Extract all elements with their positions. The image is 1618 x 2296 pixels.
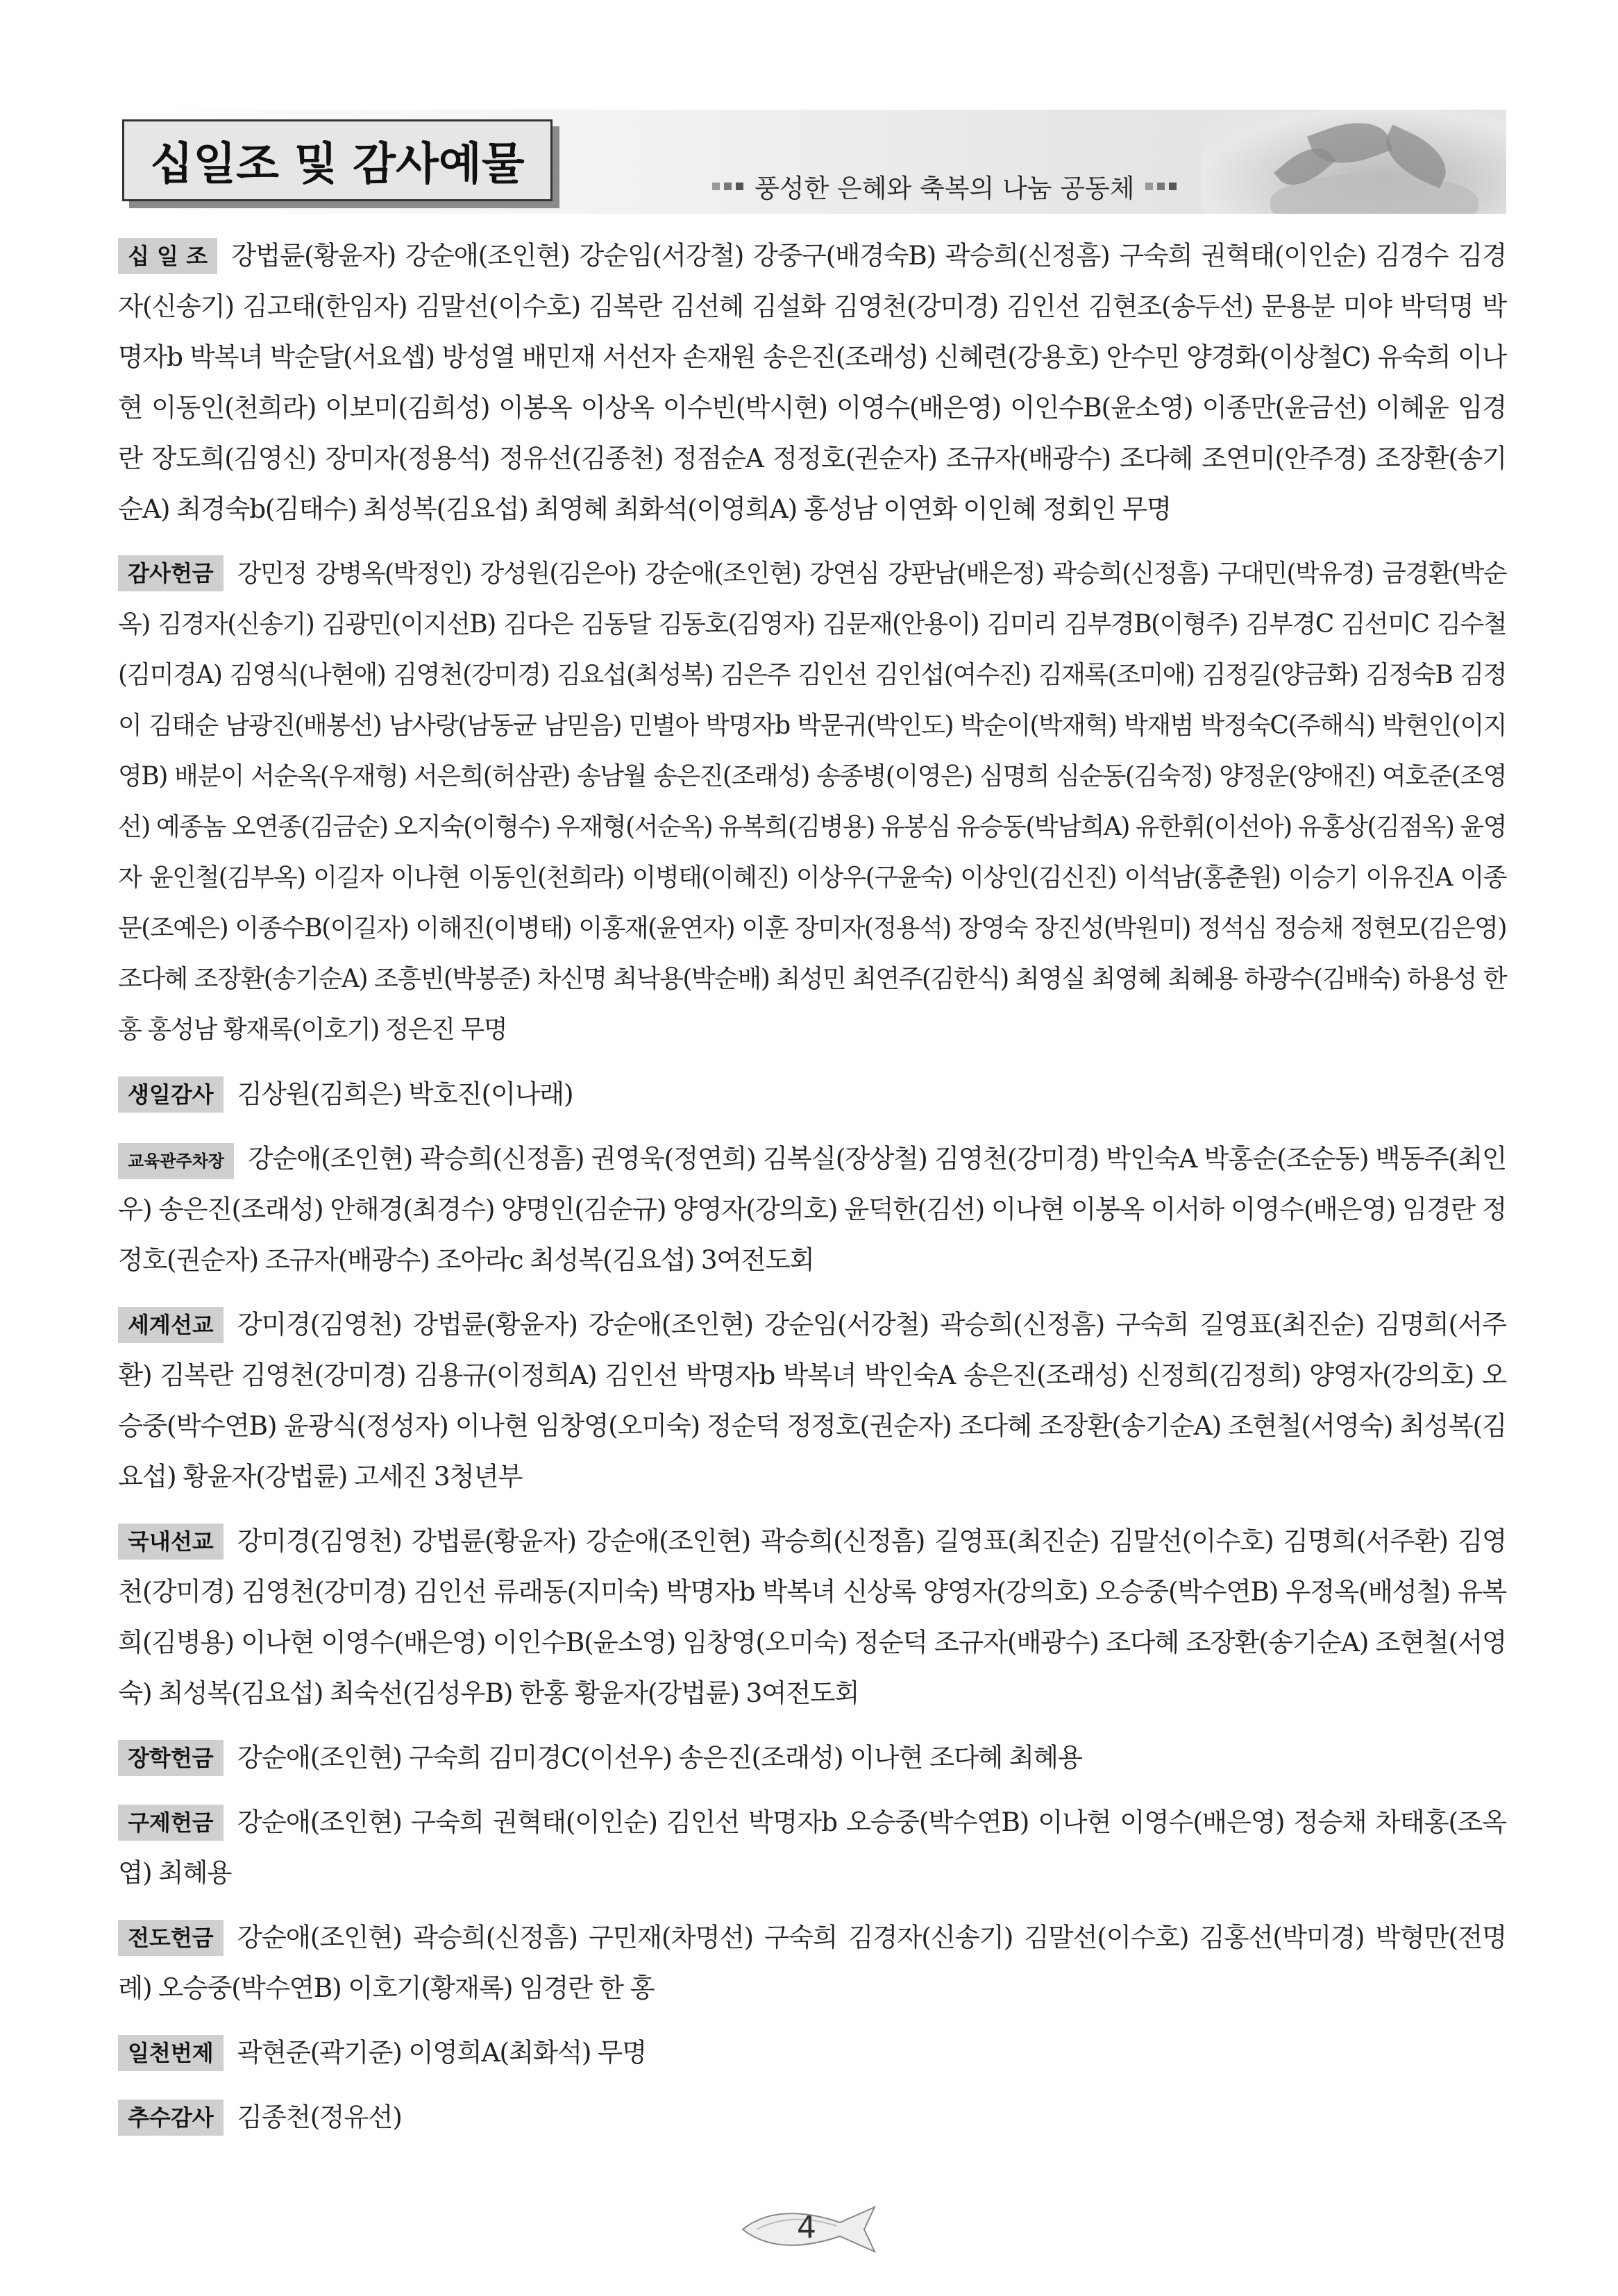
name-list: 강민정 강병옥(박정인) 강성원(김은아) 강순애(조인현) 강연심 강판남(배은정) 곽승희(신정흠) 구대민(박유경) 금경환(박순옥) 김경자(신송기) 김광민(이지선B) 김다은 김동달 김동호(김영자) 김문재(안용이) 김미리 김부경B(이형주) 김부경C 김선미C 김수철(김미경A) 김영식(나현애) 김영천(강미경) 김요섭(최성복) 김은주 김인선 김인섭(여수진) 김재록(조미애) 김정길(양금화) 김정숙B 김정이 김태순 남광진(배봉선) 남사랑(남동균 남믿음) 민별아 박명자b 박문귀(박인도) 박순이(박재혁) 박재범 박정숙C(주해식) 박현인(이지영B) 배분이 서순옥(우재형) 서은희(허삼관) 송남월 송은진(조래성) 송종병(이영은) 심명희 심순동(김숙정) 양정운(양애진) 여호준(조영선) 예종놈 오연종(김금순) 오지숙(이형수) 우재형(서순옥) 유복희(김병용) 유봉심 유승동(박남희A) 유한휘(이선아) 유홍상(김점옥) 윤영자 윤인철(김부옥) 이길자 이나현 이동인(천희라) 이병태(이혜진) 이상우(구윤숙) 이상인(김신진) 이석남(홍춘원) 이승기 이유진A 이종문(조예은) 이종수B(이길자) 이해진(이병태) 이홍재(윤연자) 이훈 장미자(정용석) 장영숙 장진성(박원미) 정석심 정승채 정현모(김은영) 조다혜 조장환(송기순A) 조흥빈(박봉준) 차신명 최낙용(박순배) 최성민 최연주(김한식) 최영실 최영혜 최혜용 하광수(김배숙) 하용성 한 홍 홍성남 황재록(이호기) 정은진 무명 bbox=[118, 559, 1506, 1044]
section-thanksgiving-offering bbox=[118, 548, 1506, 1055]
section-label: 교육관주차장 bbox=[118, 1143, 234, 1179]
section-label: 구제헌금 bbox=[118, 1805, 224, 1841]
name-list: 김상원(김희은) 박호진(이나래) bbox=[237, 1079, 573, 1109]
section-relief-offering bbox=[118, 1797, 1506, 1898]
section-label: 장학헌금 bbox=[118, 1740, 224, 1776]
section-label: 추수감사 bbox=[118, 2100, 224, 2136]
section-birthday-thanks bbox=[118, 1069, 1506, 1120]
name-list: 곽현준(곽기준) 이영희A(최화석) 무명 bbox=[237, 2037, 647, 2068]
name-list: 강순애(조인현) 곽승희(신정흠) 권영욱(정연희) 김복실(장상철) 김영천(강미경) 박인숙A 박홍순(조순동) 백동주(최인우) 송은진(조래성) 안해경(최경수) 양명인(김순규) 양영자(강의호) 윤덕한(김선) 이나현 이봉옥 이서하 이영수(배은영) 임경란 정정호(권순자) 조규자(배광수) 조아라c 최성복(김요섭) 3여전도회 bbox=[118, 1143, 1506, 1275]
name-list: 강순애(조인현) 곽승희(신정흠) 구민재(차명선) 구숙희 김경자(신송기) 김말선(이수호) 김홍선(박미경) 박형만(전명례) 오승중(박수연B) 이호기(황재록) 임경란 한 홍 bbox=[118, 1922, 1506, 2003]
bullet-squares-icon bbox=[712, 183, 743, 190]
page-subtitle bbox=[701, 165, 1188, 207]
name-list: 강미경(김영천) 강법륜(황윤자) 강순애(조인현) 곽승희(신정흠) 길영표(최진순) 김말선(이수호) 김명희(서주환) 김영천(강미경) 김영천(강미경) 김인선 류래동(지미숙) 박명자b 박복녀 신상록 양영자(강의호) 오승중(박수연B) 우정옥(배성철) 유복희(김병용) 이나현 이영수(배은영) 이인수B(윤소영) 임창영(오미숙) 정순덕 조규자(배광수) 조다혜 조장환(송기순A) 조현철(서영숙) 최성복(김요섭) 최숙선(김성우B) 한홍 황윤자(강법륜) 3여전도회 bbox=[118, 1526, 1506, 1708]
section-scholarship-offering bbox=[118, 1732, 1506, 1783]
section-label: 전도헌금 bbox=[118, 1920, 224, 1956]
section-label: 국내선교 bbox=[118, 1523, 224, 1560]
section-label: 감사헌금 bbox=[118, 555, 224, 591]
name-list: 강미경(김영천) 강법륜(황윤자) 강순애(조인현) 강순임(서강철) 곽승희(신정흠) 구숙희 길영표(최진순) 김명희(서주환) 김복란 김영천(강미경) 김용규(이정희A) 김인선 박명자b 박복녀 박인숙A 송은진(조래성) 신정희(김정희) 양영자(강의호) 오승중(박수연B) 윤광식(정성자) 이나현 임창영(오미숙) 정순덕 정정호(권순자) 조다혜 조장환(송기순A) 조현철(서영숙) 최성복(김요섭) 황윤자(강법륜) 고세진 3청년부 bbox=[118, 1309, 1506, 1492]
section-evangelism-offering bbox=[118, 1912, 1506, 2014]
section-world-mission bbox=[118, 1299, 1506, 1502]
page-number: 4 bbox=[797, 2210, 816, 2245]
section-education-parking bbox=[118, 1133, 1506, 1285]
section-thousand-offering bbox=[118, 2027, 1506, 2078]
section-tithe bbox=[118, 230, 1506, 534]
plant-hands-illustration bbox=[1201, 110, 1506, 214]
section-label: 생일감사 bbox=[118, 1077, 224, 1113]
offering-list bbox=[118, 230, 1506, 2156]
section-domestic-mission bbox=[118, 1516, 1506, 1719]
bullet-squares-icon bbox=[1145, 183, 1177, 190]
name-list: 강순애(조인현) 구숙희 김미경C(이선우) 송은진(조래성) 이나현 조다혜 최혜용 bbox=[237, 1742, 1082, 1773]
section-label: 십 일 조 bbox=[118, 238, 217, 274]
page-title: 십일조 및 감사예물 bbox=[122, 119, 553, 201]
name-list: 김종천(정유선) bbox=[237, 2102, 402, 2132]
name-list: 강법륜(황윤자) 강순애(조인현) 강순임(서강철) 강중구(배경숙B) 곽승희(신정흠) 구숙희 권혁태(이인순) 김경수 김경자(신송기) 김고태(한임자) 김말선(이수호) 김복란 김선혜 김설화 김영천(강미경) 김인선 김현조(송두선) 문용분 미야 박덕명 박명자b 박복녀 박순달(서요셉) 방성열 배민재 서선자 손재원 송은진(조래성) 신혜련(강용호) 안수민 양경화(이상철C) 유숙희 이나현 이동인(천희라) 이보미(김희성) 이봉옥 이상옥 이수빈(박시현) 이영수(배은영) 이인수B(윤소영) 이종만(윤금선) 이혜윤 임경란 장도희(김영신) 장미자(정용석) 정유선(김종천) 정점순A 정정호(권순자) 조규자(배광수) 조다혜 조연미(안주경) 조장환(송기순A) 최경숙b(김태수) 최성복(김요섭) 최영혜 최화석(이영희A) 홍성남 이연화 이인혜 정회인 무명 bbox=[118, 240, 1506, 524]
section-label: 일천번제 bbox=[118, 2035, 224, 2071]
subtitle-text: 풍성한 은혜와 축복의 나눔 공동체 bbox=[755, 174, 1135, 203]
section-harvest-thanks bbox=[118, 2092, 1506, 2143]
section-label: 세계선교 bbox=[118, 1307, 224, 1343]
name-list: 강순애(조인현) 구숙희 권혁태(이인순) 김인선 박명자b 오승중(박수연B) 이나현 이영수(배은영) 정승채 차태홍(조옥엽) 최혜용 bbox=[118, 1807, 1506, 1888]
